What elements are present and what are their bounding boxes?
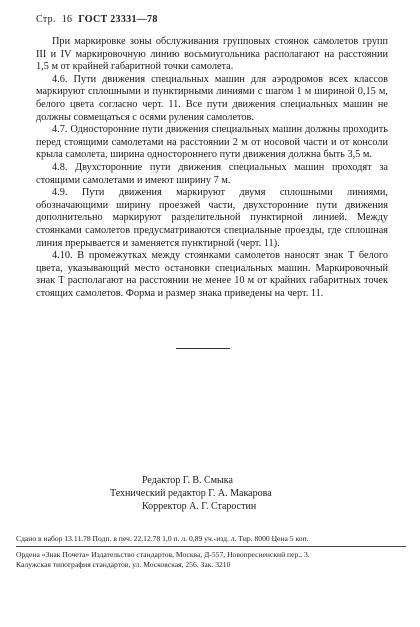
document-body	[36, 36, 388, 300]
paragraph: При маркировке зоны обслуживания групповых стоянок самолетов групп III и IV маркировочную линию восьмиугольника располагают на расстоянии 1,5 м от крайней габаритной точки самолета.	[36, 36, 388, 73]
printer-line: Калужская типография стандартов, ул. Московская, 256. Зак. 3210	[16, 560, 231, 569]
section-end-rule	[176, 348, 230, 349]
editor-credit: Редактор Г. В. Смыка	[142, 475, 233, 486]
publisher-line: Ордена «Знак Почета» Издательство стандартов, Москва, Д-557, Новопресненский пер., 3.	[16, 550, 310, 559]
standard-designation: ГОСТ 23331—78	[78, 14, 158, 25]
page-number: 16	[61, 14, 73, 25]
print-imprint: Сдано в набор 13.11.78 Подп. в печ. 22.12.78 1,0 п. л. 0,89 уч.-изд. л. Тир. 8000 Цена 5 коп.	[16, 534, 309, 543]
paragraph: 4.10. В промежутках между стоянками самолетов наносят знак Т белого цвета, указывающий место остановки специальных машин. Маркировочный знак Т располагают на расстоянии не менее 10 м от крайних габаритных точек стоящих самолетов. Форма и размер знака приведены на черт. 11.	[36, 250, 388, 299]
page-prefix: Стр.	[36, 14, 56, 25]
paragraph: 4.7. Односторонние пути движения специальных машин должны проходить перед стоящими самолетами на расстоянии 2 м от носовой части и от консоли крыла самолета, ширина одностороннего пути движения должна быть 3,5 м.	[36, 124, 388, 161]
paragraph: 4.6. Пути движения специальных машин для аэродромов всех классов маркируют сплошными и пунктирными линиями с шагом 1 м шириной 0,15 м, белого цвета согласно черт. 11. Все пути движения специальных машин не должны совмещаться с осями руления самолетов.	[36, 73, 388, 123]
credits-block	[110, 474, 272, 513]
publisher-block	[16, 550, 406, 570]
paragraph: 4.9. Пути движения маркируют двумя сплошными линиями, обозначающими ширину проезжей части, двухсторонние пути движения дополнительно маркируют разделительной пунктирной линией. Между стоянками самолетов предусматриваются специальные проезды, где сплошная линия прерывается и заменяется пунктирной (черт. 11).	[36, 187, 388, 249]
imprint-divider	[16, 546, 406, 547]
page-header	[36, 14, 158, 25]
proofreader-credit: Корректор А. Г. Старостин	[142, 501, 257, 512]
paragraph: 4.8. Двухсторонние пути движения специальных машин проходят за стоящими самолетами и имеют ширину 7 м.	[36, 161, 388, 186]
tech-editor-credit: Технический редактор Г. А. Макарова	[110, 488, 272, 499]
